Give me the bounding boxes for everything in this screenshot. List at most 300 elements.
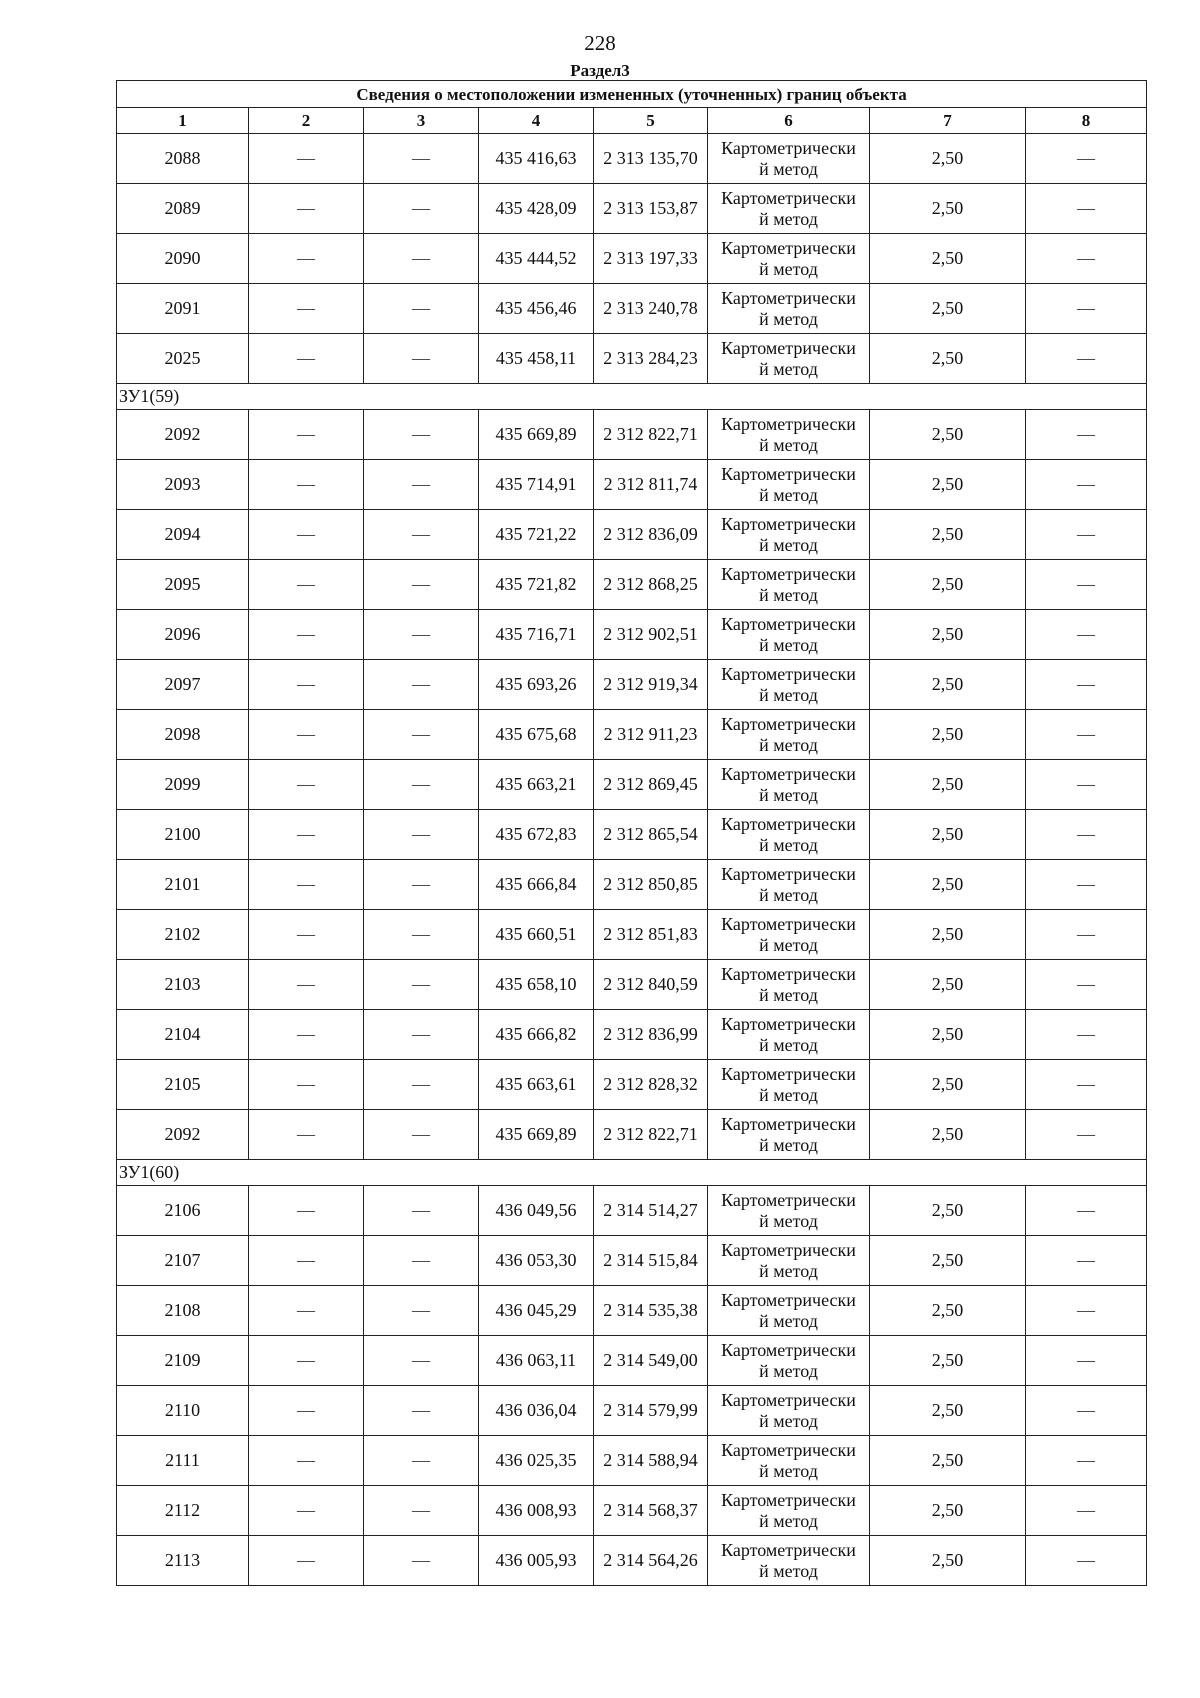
table-row [117, 1536, 1147, 1586]
method-text-line2: й метод [759, 884, 818, 905]
dash-cell: — [1026, 510, 1147, 560]
dash-cell: — [364, 1110, 479, 1160]
dash-cell: — [1026, 1536, 1147, 1586]
dash-cell: — [249, 134, 364, 184]
method-cell [708, 334, 870, 384]
point-number-cell: 2096 [117, 610, 249, 660]
group-label: ЗУ1(59) [117, 384, 1147, 410]
dash-cell: — [249, 1486, 364, 1536]
method-text-line2: й метод [759, 158, 818, 179]
point-number-cell: 2104 [117, 1010, 249, 1060]
dash-cell: — [364, 1286, 479, 1336]
dash-cell: — [364, 234, 479, 284]
x-coordinate-cell: 435 458,11 [479, 334, 594, 384]
point-number-cell: 2100 [117, 810, 249, 860]
y-coordinate-cell: 2 312 902,51 [594, 610, 708, 660]
dash-cell: — [364, 1436, 479, 1486]
method-text-line1: Картометрически [721, 413, 856, 434]
dash-cell: — [364, 1060, 479, 1110]
x-coordinate-cell: 435 716,71 [479, 610, 594, 660]
method-cell [708, 134, 870, 184]
y-coordinate-cell: 2 312 850,85 [594, 860, 708, 910]
dash-cell: — [364, 1486, 479, 1536]
x-coordinate-cell: 436 025,35 [479, 1436, 594, 1486]
method-cell [708, 1386, 870, 1436]
method-cell [708, 660, 870, 710]
accuracy-cell: 2,50 [870, 960, 1026, 1010]
y-coordinate-cell: 2 314 514,27 [594, 1186, 708, 1236]
y-coordinate-cell: 2 312 919,34 [594, 660, 708, 710]
dash-cell: — [249, 960, 364, 1010]
dash-cell: — [249, 510, 364, 560]
method-cell [708, 910, 870, 960]
dash-cell: — [364, 910, 479, 960]
point-number-cell: 2103 [117, 960, 249, 1010]
x-coordinate-cell: 436 049,56 [479, 1186, 594, 1236]
dash-cell: — [1026, 1236, 1147, 1286]
accuracy-cell: 2,50 [870, 510, 1026, 560]
dash-cell: — [249, 710, 364, 760]
method-text-line1: Картометрически [721, 663, 856, 684]
method-text-line2: й метод [759, 734, 818, 755]
method-text-line2: й метод [759, 308, 818, 329]
method-text-line2: й метод [759, 1460, 818, 1481]
accuracy-cell: 2,50 [870, 1436, 1026, 1486]
y-coordinate-cell: 2 313 153,87 [594, 184, 708, 234]
dash-cell: — [249, 334, 364, 384]
method-text-line2: й метод [759, 984, 818, 1005]
accuracy-cell: 2,50 [870, 1236, 1026, 1286]
method-cell [708, 760, 870, 810]
dash-cell: — [1026, 184, 1147, 234]
point-number-cell: 2090 [117, 234, 249, 284]
table-caption: Сведения о местоположении измененных (уточненных) границ объекта [117, 81, 1147, 108]
dash-cell: — [249, 1010, 364, 1060]
y-coordinate-cell: 2 313 284,23 [594, 334, 708, 384]
method-cell [708, 1186, 870, 1236]
method-text-line2: й метод [759, 1134, 818, 1155]
dash-cell: — [249, 284, 364, 334]
point-number-cell: 2025 [117, 334, 249, 384]
column-header: 2 [249, 108, 364, 134]
dash-cell: — [249, 1286, 364, 1336]
point-number-cell: 2089 [117, 184, 249, 234]
x-coordinate-cell: 435 672,83 [479, 810, 594, 860]
column-header: 8 [1026, 108, 1147, 134]
accuracy-cell: 2,50 [870, 284, 1026, 334]
dash-cell: — [1026, 284, 1147, 334]
table-row [117, 710, 1147, 760]
method-text-line1: Картометрически [721, 187, 856, 208]
table-row [117, 234, 1147, 284]
x-coordinate-cell: 435 675,68 [479, 710, 594, 760]
point-number-cell: 2092 [117, 410, 249, 460]
accuracy-cell: 2,50 [870, 610, 1026, 660]
point-number-cell: 2106 [117, 1186, 249, 1236]
point-number-cell: 2092 [117, 1110, 249, 1160]
dash-cell: — [364, 760, 479, 810]
dash-cell: — [1026, 1186, 1147, 1236]
y-coordinate-cell: 2 314 549,00 [594, 1336, 708, 1386]
table-row [117, 284, 1147, 334]
dash-cell: — [364, 460, 479, 510]
dash-cell: — [1026, 1010, 1147, 1060]
method-cell [708, 234, 870, 284]
x-coordinate-cell: 435 693,26 [479, 660, 594, 710]
dash-cell: — [364, 1386, 479, 1436]
dash-cell: — [1026, 1336, 1147, 1386]
dash-cell: — [364, 1236, 479, 1286]
method-text-line2: й метод [759, 1034, 818, 1055]
dash-cell: — [249, 1386, 364, 1436]
column-header: 4 [479, 108, 594, 134]
method-text-line1: Картометрически [721, 1063, 856, 1084]
dash-cell: — [1026, 410, 1147, 460]
point-number-cell: 2107 [117, 1236, 249, 1286]
x-coordinate-cell: 435 669,89 [479, 410, 594, 460]
x-coordinate-cell: 435 669,89 [479, 1110, 594, 1160]
accuracy-cell: 2,50 [870, 234, 1026, 284]
point-number-cell: 2101 [117, 860, 249, 910]
x-coordinate-cell: 435 714,91 [479, 460, 594, 510]
dash-cell: — [249, 1436, 364, 1486]
method-text-line1: Картометрически [721, 1239, 856, 1260]
dash-cell: — [249, 1110, 364, 1160]
dash-cell: — [1026, 1486, 1147, 1536]
method-text-line2: й метод [759, 1510, 818, 1531]
point-number-cell: 2108 [117, 1286, 249, 1336]
dash-cell: — [249, 1186, 364, 1236]
dash-cell: — [249, 1060, 364, 1110]
x-coordinate-cell: 436 005,93 [479, 1536, 594, 1586]
dash-cell: — [249, 234, 364, 284]
dash-cell: — [1026, 460, 1147, 510]
method-cell [708, 1010, 870, 1060]
point-number-cell: 2113 [117, 1536, 249, 1586]
x-coordinate-cell: 436 008,93 [479, 1486, 594, 1536]
method-text-line1: Картометрически [721, 237, 856, 258]
column-header: 6 [708, 108, 870, 134]
method-text-line1: Картометрически [721, 513, 856, 534]
x-coordinate-cell: 436 036,04 [479, 1386, 594, 1436]
dash-cell: — [249, 760, 364, 810]
boundary-coordinates-table [116, 80, 1147, 1586]
table-row [117, 810, 1147, 860]
method-text-line2: й метод [759, 1360, 818, 1381]
dash-cell: — [249, 1336, 364, 1386]
table-caption-row [117, 81, 1147, 108]
dash-cell: — [1026, 760, 1147, 810]
y-coordinate-cell: 2 313 240,78 [594, 284, 708, 334]
method-cell [708, 860, 870, 910]
table-row [117, 1386, 1147, 1436]
dash-cell: — [1026, 610, 1147, 660]
dash-cell: — [364, 410, 479, 460]
y-coordinate-cell: 2 312 869,45 [594, 760, 708, 810]
method-text-line1: Картометрически [721, 613, 856, 634]
table-row [117, 760, 1147, 810]
accuracy-cell: 2,50 [870, 710, 1026, 760]
dash-cell: — [249, 810, 364, 860]
y-coordinate-cell: 2 314 515,84 [594, 1236, 708, 1286]
method-text-line1: Картометрически [721, 713, 856, 734]
method-text-line1: Картометрически [721, 287, 856, 308]
table-row [117, 184, 1147, 234]
accuracy-cell: 2,50 [870, 1386, 1026, 1436]
accuracy-cell: 2,50 [870, 1060, 1026, 1110]
table-row [117, 660, 1147, 710]
accuracy-cell: 2,50 [870, 1110, 1026, 1160]
method-cell [708, 960, 870, 1010]
table-row [117, 1436, 1147, 1486]
method-text-line1: Картометрически [721, 337, 856, 358]
table-row [117, 960, 1147, 1010]
y-coordinate-cell: 2 312 828,32 [594, 1060, 708, 1110]
method-cell [708, 610, 870, 660]
x-coordinate-cell: 436 053,30 [479, 1236, 594, 1286]
point-number-cell: 2110 [117, 1386, 249, 1436]
table-row [117, 1336, 1147, 1386]
page-number: 228 [584, 31, 616, 55]
y-coordinate-cell: 2 314 588,94 [594, 1436, 708, 1486]
x-coordinate-cell: 435 666,82 [479, 1010, 594, 1060]
y-coordinate-cell: 2 313 197,33 [594, 234, 708, 284]
method-text-line1: Картометрически [721, 1189, 856, 1210]
table-row [117, 1186, 1147, 1236]
method-text-line2: й метод [759, 208, 818, 229]
point-number-cell: 2112 [117, 1486, 249, 1536]
accuracy-cell: 2,50 [870, 460, 1026, 510]
method-text-line1: Картометрически [721, 1539, 856, 1560]
group-row [117, 384, 1147, 410]
column-header: 1 [117, 108, 249, 134]
y-coordinate-cell: 2 312 822,71 [594, 410, 708, 460]
method-cell [708, 710, 870, 760]
method-text-line1: Картометрически [721, 1113, 856, 1134]
group-label: ЗУ1(60) [117, 1160, 1147, 1186]
point-number-cell: 2099 [117, 760, 249, 810]
table-row [117, 410, 1147, 460]
method-text-line2: й метод [759, 1210, 818, 1231]
method-cell [708, 1110, 870, 1160]
dash-cell: — [364, 560, 479, 610]
dash-cell: — [364, 860, 479, 910]
dash-cell: — [1026, 1436, 1147, 1486]
point-number-cell: 2098 [117, 710, 249, 760]
method-text-line1: Картометрически [721, 463, 856, 484]
dash-cell: — [249, 860, 364, 910]
table-row [117, 134, 1147, 184]
accuracy-cell: 2,50 [870, 810, 1026, 860]
x-coordinate-cell: 435 456,46 [479, 284, 594, 334]
table-row [117, 610, 1147, 660]
y-coordinate-cell: 2 312 868,25 [594, 560, 708, 610]
point-number-cell: 2094 [117, 510, 249, 560]
column-header: 7 [870, 108, 1026, 134]
method-text-line2: й метод [759, 784, 818, 805]
dash-cell: — [1026, 810, 1147, 860]
method-text-line1: Картометрически [721, 913, 856, 934]
accuracy-cell: 2,50 [870, 1286, 1026, 1336]
dash-cell: — [249, 184, 364, 234]
table-row [117, 1286, 1147, 1336]
x-coordinate-cell: 435 721,82 [479, 560, 594, 610]
accuracy-cell: 2,50 [870, 1536, 1026, 1586]
dash-cell: — [364, 810, 479, 860]
dash-cell: — [249, 1236, 364, 1286]
accuracy-cell: 2,50 [870, 560, 1026, 610]
y-coordinate-cell: 2 313 135,70 [594, 134, 708, 184]
table-body [117, 81, 1147, 1586]
accuracy-cell: 2,50 [870, 334, 1026, 384]
group-row [117, 1160, 1147, 1186]
y-coordinate-cell: 2 312 840,59 [594, 960, 708, 1010]
method-text-line2: й метод [759, 1310, 818, 1331]
x-coordinate-cell: 435 663,61 [479, 1060, 594, 1110]
dash-cell: — [1026, 660, 1147, 710]
method-cell [708, 410, 870, 460]
dash-cell: — [364, 1010, 479, 1060]
dash-cell: — [249, 410, 364, 460]
method-text-line2: й метод [759, 1084, 818, 1105]
table-row [117, 560, 1147, 610]
method-text-line2: й метод [759, 258, 818, 279]
method-cell [708, 1286, 870, 1336]
method-cell [708, 184, 870, 234]
method-text-line2: й метод [759, 1560, 818, 1581]
x-coordinate-cell: 435 660,51 [479, 910, 594, 960]
dash-cell: — [249, 610, 364, 660]
table-row [117, 510, 1147, 560]
accuracy-cell: 2,50 [870, 184, 1026, 234]
method-cell [708, 510, 870, 560]
x-coordinate-cell: 435 416,63 [479, 134, 594, 184]
method-text-line2: й метод [759, 634, 818, 655]
table-row [117, 1110, 1147, 1160]
method-text-line2: й метод [759, 834, 818, 855]
y-coordinate-cell: 2 312 836,09 [594, 510, 708, 560]
accuracy-cell: 2,50 [870, 910, 1026, 960]
point-number-cell: 2095 [117, 560, 249, 610]
dash-cell: — [364, 710, 479, 760]
dash-cell: — [364, 1336, 479, 1386]
point-number-cell: 2102 [117, 910, 249, 960]
dash-cell: — [249, 560, 364, 610]
method-text-line2: й метод [759, 1410, 818, 1431]
y-coordinate-cell: 2 312 811,74 [594, 460, 708, 510]
table-row [117, 1010, 1147, 1060]
table-row [117, 1486, 1147, 1536]
x-coordinate-cell: 435 663,21 [479, 760, 594, 810]
y-coordinate-cell: 2 314 564,26 [594, 1536, 708, 1586]
method-text-line1: Картометрически [721, 1289, 856, 1310]
method-cell [708, 560, 870, 610]
table-row [117, 1060, 1147, 1110]
x-coordinate-cell: 435 721,22 [479, 510, 594, 560]
dash-cell: — [1026, 710, 1147, 760]
method-cell [708, 1060, 870, 1110]
method-text-line1: Картометрически [721, 1389, 856, 1410]
method-text-line1: Картометрически [721, 863, 856, 884]
x-coordinate-cell: 435 658,10 [479, 960, 594, 1010]
dash-cell: — [249, 460, 364, 510]
column-header: 3 [364, 108, 479, 134]
method-text-line2: й метод [759, 434, 818, 455]
point-number-cell: 2105 [117, 1060, 249, 1110]
dash-cell: — [364, 184, 479, 234]
method-text-line1: Картометрически [721, 813, 856, 834]
section-title: Раздел3 [570, 61, 630, 80]
dash-cell: — [1026, 960, 1147, 1010]
column-header: 5 [594, 108, 708, 134]
method-text-line1: Картометрически [721, 563, 856, 584]
y-coordinate-cell: 2 312 911,23 [594, 710, 708, 760]
accuracy-cell: 2,50 [870, 1010, 1026, 1060]
dash-cell: — [364, 334, 479, 384]
y-coordinate-cell: 2 312 865,54 [594, 810, 708, 860]
method-text-line1: Картометрически [721, 1339, 856, 1360]
method-text-line1: Картометрически [721, 1489, 856, 1510]
dash-cell: — [1026, 1060, 1147, 1110]
dash-cell: — [364, 960, 479, 1010]
method-cell [708, 1436, 870, 1486]
dash-cell: — [249, 910, 364, 960]
method-cell [708, 460, 870, 510]
method-cell [708, 810, 870, 860]
method-cell [708, 1236, 870, 1286]
method-text-line2: й метод [759, 534, 818, 555]
dash-cell: — [1026, 1110, 1147, 1160]
dash-cell: — [364, 134, 479, 184]
dash-cell: — [364, 1186, 479, 1236]
accuracy-cell: 2,50 [870, 410, 1026, 460]
x-coordinate-cell: 435 666,84 [479, 860, 594, 910]
y-coordinate-cell: 2 314 568,37 [594, 1486, 708, 1536]
method-text-line2: й метод [759, 584, 818, 605]
point-number-cell: 2093 [117, 460, 249, 510]
method-text-line1: Картометрически [721, 1439, 856, 1460]
dash-cell: — [1026, 334, 1147, 384]
accuracy-cell: 2,50 [870, 760, 1026, 810]
dash-cell: — [1026, 1286, 1147, 1336]
method-text-line2: й метод [759, 934, 818, 955]
method-cell [708, 1536, 870, 1586]
column-header-row [117, 108, 1147, 134]
accuracy-cell: 2,50 [870, 1186, 1026, 1236]
method-text-line1: Картометрически [721, 1013, 856, 1034]
table-row [117, 1236, 1147, 1286]
method-text-line2: й метод [759, 358, 818, 379]
y-coordinate-cell: 2 314 535,38 [594, 1286, 708, 1336]
table-row [117, 860, 1147, 910]
x-coordinate-cell: 435 444,52 [479, 234, 594, 284]
dash-cell: — [1026, 134, 1147, 184]
table-row [117, 334, 1147, 384]
point-number-cell: 2111 [117, 1436, 249, 1486]
method-text-line1: Картометрически [721, 963, 856, 984]
x-coordinate-cell: 436 045,29 [479, 1286, 594, 1336]
method-cell [708, 284, 870, 334]
method-text-line1: Картометрически [721, 763, 856, 784]
accuracy-cell: 2,50 [870, 1336, 1026, 1386]
y-coordinate-cell: 2 312 822,71 [594, 1110, 708, 1160]
y-coordinate-cell: 2 312 836,99 [594, 1010, 708, 1060]
table-row [117, 910, 1147, 960]
x-coordinate-cell: 435 428,09 [479, 184, 594, 234]
y-coordinate-cell: 2 314 579,99 [594, 1386, 708, 1436]
table-row [117, 460, 1147, 510]
accuracy-cell: 2,50 [870, 860, 1026, 910]
